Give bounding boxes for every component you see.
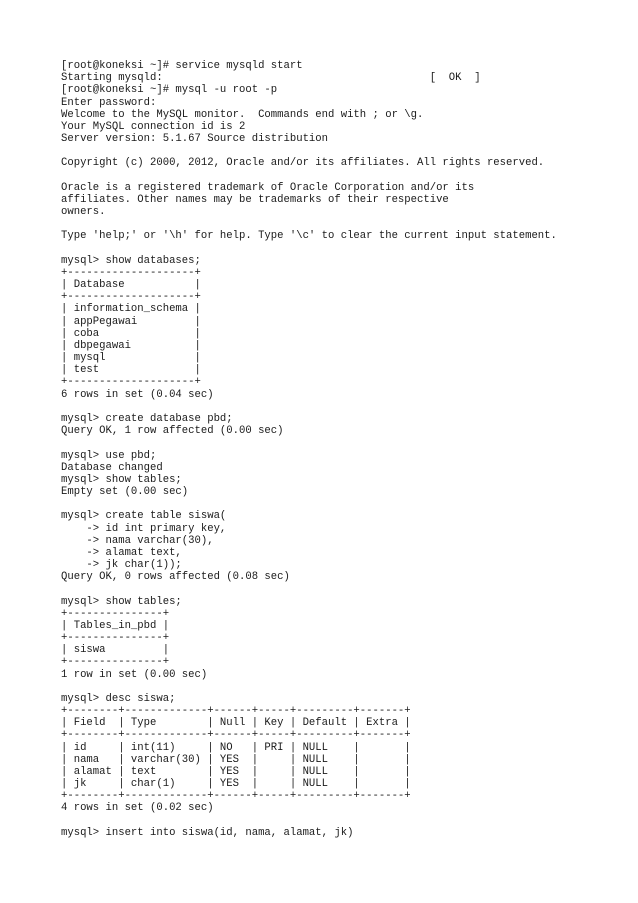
terminal-line: Oracle is a registered trademark of Oracle Corporation and/or its <box>61 181 475 194</box>
blank-line <box>61 145 557 157</box>
terminal-line: +---------------+ <box>61 607 170 620</box>
terminal-line: Query OK, 1 row affected (0.00 sec) <box>61 425 284 438</box>
terminal-line: -> nama varchar(30), <box>61 534 214 547</box>
terminal-line: mysql> create database pbd; <box>61 412 233 425</box>
terminal-line: +---------------+ <box>61 632 170 645</box>
terminal-line: | mysql | <box>61 352 201 365</box>
terminal-line: Welcome to the MySQL monitor. Commands end with ; or \g. <box>61 108 424 121</box>
terminal-line: mysql> desc siswa; <box>61 692 176 705</box>
terminal-line: Enter password: <box>61 96 157 109</box>
terminal-line: | appPegawai | <box>61 315 201 328</box>
blank-line <box>61 218 557 230</box>
terminal-line: | nama | varchar(30) | YES | | NULL | | <box>61 753 411 766</box>
terminal-line: Empty set (0.00 sec) <box>61 486 189 499</box>
terminal-line: | id | int(11) | NO | PRI | NULL | | <box>61 741 411 754</box>
blank-line <box>61 815 557 827</box>
terminal-line: Server version: 5.1.67 Source distribution <box>61 133 329 146</box>
terminal-line: [root@koneksi ~]# service mysqld start <box>61 60 303 72</box>
terminal-line: | Tables_in_pbd | <box>61 619 170 632</box>
terminal-line: Query OK, 0 rows affected (0.08 sec) <box>61 571 290 584</box>
terminal-line: +--------+-------------+------+-----+---------+-------+ <box>61 729 411 742</box>
terminal-transcript <box>61 60 557 839</box>
terminal-line: | coba | <box>61 327 201 340</box>
terminal-line: | information_schema | <box>61 303 201 316</box>
blank-line <box>61 401 557 413</box>
terminal-line: +--------------------+ <box>61 266 201 279</box>
terminal-line: 4 rows in set (0.02 sec) <box>61 802 214 815</box>
terminal-line: mysql> show tables; <box>61 595 182 608</box>
terminal-line: affiliates. Other names may be trademarks of their respective <box>61 193 449 206</box>
blank-line <box>61 583 557 595</box>
terminal-line: Type 'help;' or '\h' for help. Type '\c' to clear the current input statement. <box>61 230 557 243</box>
terminal-line: owners. <box>61 206 106 219</box>
terminal-line: +--------+-------------+------+-----+---------+-------+ <box>61 790 411 803</box>
terminal-line: -> alamat text, <box>61 546 182 559</box>
terminal-line: Database changed <box>61 461 163 474</box>
terminal-line: | siswa | <box>61 644 170 657</box>
terminal-line: +--------------------+ <box>61 291 201 304</box>
terminal-line: mysql> insert into siswa(id, nama, alamat, jk) <box>61 826 354 839</box>
terminal-line: [root@koneksi ~]# mysql -u root -p <box>61 84 278 97</box>
terminal-line: Starting mysqld: [ OK ] <box>61 72 481 85</box>
terminal-line: | dbpegawai | <box>61 339 201 352</box>
terminal-line: +---------------+ <box>61 656 170 669</box>
blank-line <box>61 498 557 510</box>
blank-line <box>61 437 557 449</box>
terminal-line: | Database | <box>61 279 201 292</box>
terminal-line: | Field | Type | Null | Key | Default | Extra | <box>61 717 411 730</box>
terminal-line: | alamat | text | YES | | NULL | | <box>61 765 411 778</box>
terminal-line: 6 rows in set (0.04 sec) <box>61 388 214 401</box>
terminal-line: mysql> use pbd; <box>61 449 157 462</box>
terminal-line: 1 row in set (0.00 sec) <box>61 668 208 681</box>
blank-line <box>61 243 557 255</box>
terminal-line: -> jk char(1)); <box>61 559 182 572</box>
terminal-line: Copyright (c) 2000, 2012, Oracle and/or its affiliates. All rights reserved. <box>61 157 545 170</box>
terminal-line: Your MySQL connection id is 2 <box>61 120 246 133</box>
terminal-line: mysql> show databases; <box>61 254 201 267</box>
terminal-line: +--------------------+ <box>61 376 201 389</box>
terminal-line: -> id int primary key, <box>61 522 227 535</box>
blank-line <box>61 681 557 693</box>
terminal-line: mysql> create table siswa( <box>61 510 227 523</box>
blank-line <box>61 170 557 182</box>
terminal-line: | test | <box>61 364 201 377</box>
terminal-line: mysql> show tables; <box>61 473 182 486</box>
terminal-line: | jk | char(1) | YES | | NULL | | <box>61 778 411 791</box>
terminal-line: +--------+-------------+------+-----+---------+-------+ <box>61 705 411 718</box>
